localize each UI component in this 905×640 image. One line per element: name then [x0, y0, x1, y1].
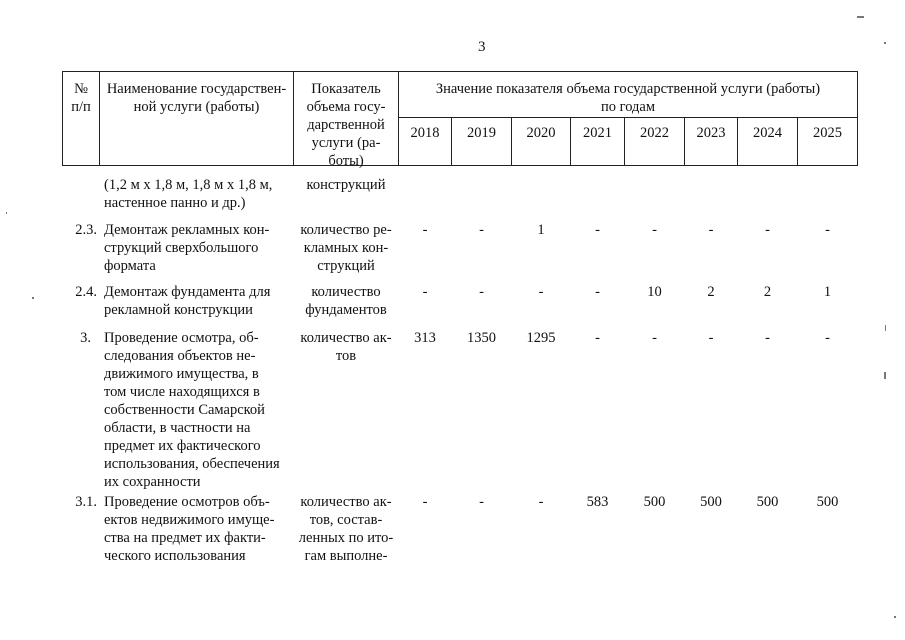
row-name: (1,2 м х 1,8 м, 1,8 м х 1,8 м, настенное панно и др.)	[104, 177, 273, 211]
row-number: 2.4.	[75, 284, 97, 300]
value-2018: -	[422, 284, 428, 300]
value-2022: 500	[643, 494, 666, 510]
row-name: Демонтаж фундамента для рекламной конструкции	[104, 284, 271, 318]
scan-mark	[894, 616, 896, 618]
value-2018: -	[422, 222, 428, 238]
header-name-label: Наименование государствен- ной услуги (работы)	[106, 81, 287, 115]
year-header-2019: 2019	[467, 125, 496, 141]
value-2021: -	[595, 330, 600, 346]
year-header-2024: 2024	[753, 125, 782, 141]
value-2023: 2	[707, 284, 715, 300]
header-values-title: Значение показателя объема государственной услуги (работы) по годам	[435, 81, 821, 115]
value-2021: -	[595, 284, 600, 300]
value-2024: -	[765, 222, 770, 238]
header-top-border	[62, 71, 858, 72]
value-2025: -	[825, 330, 830, 346]
row-name: Проведение осмотров объ- ектов недвижимого имуще- ства на предмет их факти- ческого использования	[104, 494, 275, 564]
scan-mark	[884, 372, 886, 379]
scan-mark	[32, 297, 34, 299]
page-number: 3	[478, 39, 486, 55]
header-bottom-border	[62, 165, 858, 166]
year-header-2025: 2025	[813, 125, 842, 141]
column-divider	[857, 71, 858, 166]
value-2020: 1	[537, 222, 545, 238]
value-2025: 500	[816, 494, 839, 510]
header-indicator-label: Показатель объема госу- дарственной услуги (ра- боты)	[306, 81, 386, 169]
header-years-border	[398, 117, 858, 118]
row-name: Демонтаж рекламных кон- струкций сверхбольшого формата	[104, 222, 270, 274]
value-2019: -	[479, 222, 484, 238]
value-2018: -	[422, 494, 428, 510]
value-2023: -	[708, 222, 714, 238]
row-number: 3.1.	[75, 494, 97, 510]
header-num-label: № п/п	[71, 81, 91, 115]
value-2025: 1	[823, 284, 832, 300]
value-2024: 2	[763, 284, 772, 300]
value-2019: -	[479, 494, 484, 510]
value-2022: -	[652, 330, 657, 346]
value-2023: -	[708, 330, 714, 346]
year-header-2021: 2021	[583, 125, 612, 141]
scan-mark	[884, 42, 886, 44]
value-2023: 500	[700, 494, 722, 510]
row-indicator: количество ак- тов	[300, 330, 392, 364]
value-2019: 1350	[467, 330, 496, 346]
value-2025: -	[825, 222, 830, 238]
value-2018: 313	[414, 330, 436, 346]
value-2020: -	[538, 494, 544, 510]
value-2020: 1295	[526, 330, 556, 346]
scan-mark	[6, 212, 7, 214]
year-header-2018: 2018	[410, 125, 440, 141]
value-2021: -	[595, 222, 600, 238]
year-header-2022: 2022	[640, 125, 669, 141]
scan-mark	[885, 325, 886, 331]
value-2019: -	[479, 284, 484, 300]
row-number: 2.3.	[75, 222, 97, 238]
value-2021: 583	[586, 494, 609, 510]
value-2024: 500	[756, 494, 779, 510]
value-2022: -	[652, 222, 657, 238]
scan-mark	[857, 16, 864, 18]
row-indicator: количество фундаментов	[305, 284, 387, 318]
row-indicator: количество ак- тов, состав- ленных по ито- гам выполне-	[298, 494, 394, 564]
row-number: 3.	[80, 330, 91, 346]
row-name: Проведение осмотра, об- следования объектов не- движимого имущества, в том числе находящихся в собственности Самарской области, в частности на предмет их фактического использования, обеспечения их сохранности	[104, 330, 280, 490]
value-2022: 10	[647, 284, 662, 300]
year-header-2023: 2023	[696, 125, 726, 141]
value-2020: -	[538, 284, 544, 300]
value-2024: -	[765, 330, 770, 346]
year-header-2020: 2020	[526, 125, 556, 141]
row-indicator: конструкций	[306, 177, 386, 193]
row-indicator: количество ре- кламных кон- струкций	[300, 222, 392, 274]
